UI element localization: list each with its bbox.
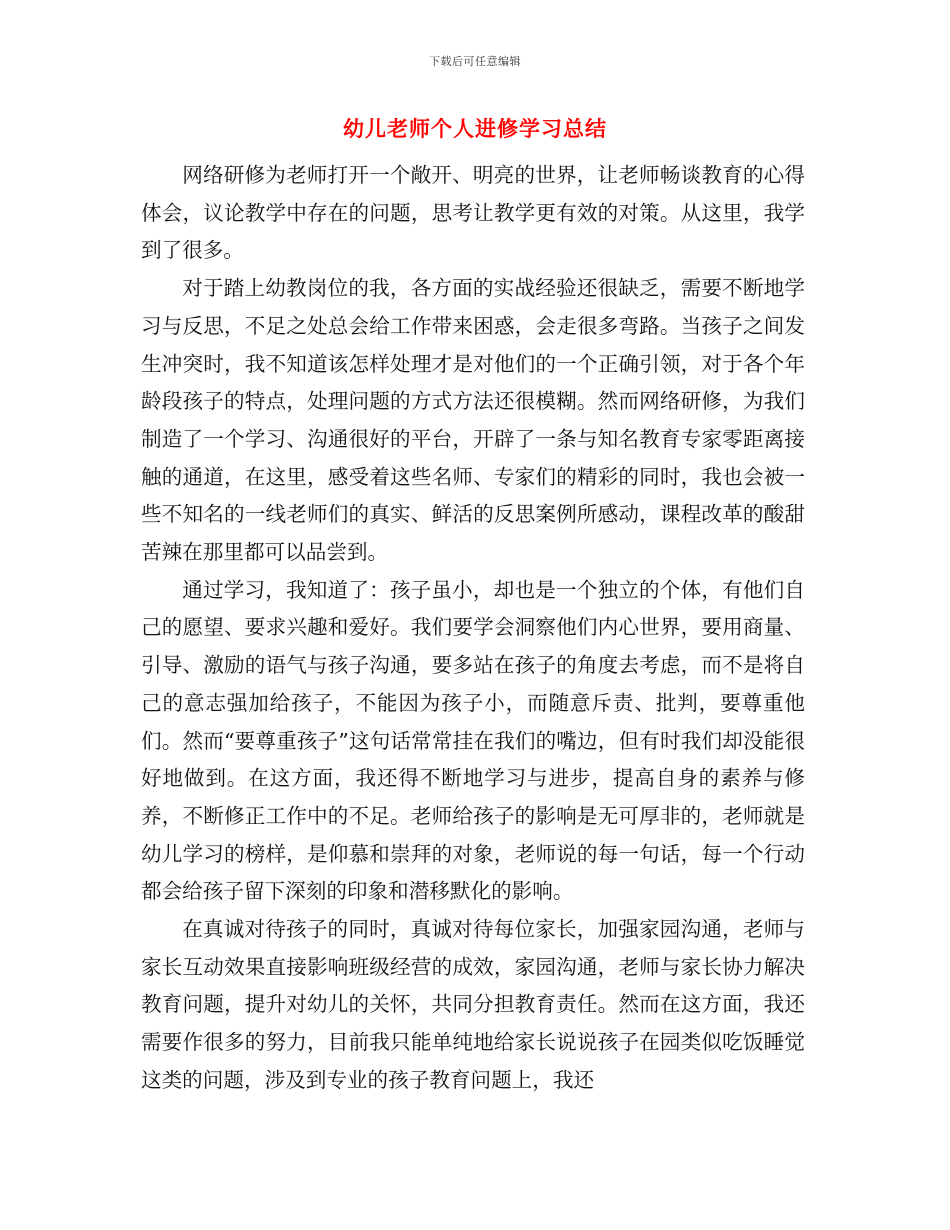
paragraph: 在真诚对待孩子的同时，真诚对待每位家长，加强家园沟通，老师与家长互动效果直接影响班级经营的成效，家园沟通，老师与家长协力解决教育问题，提升对幼儿的关怀，共同分担教育责任。然而在这方面，我还需要作很多的努力，目前我只能单纯地给家长说说孩子在园类似吃饭睡觉这类的问题，涉及到专业的孩子教育问题上，我还 xyxy=(141,917,805,1092)
header-note: 下载后可任意编辑 xyxy=(429,55,521,68)
paragraph: 网络研修为老师打开一个敞开、明亮的世界，让老师畅谈教育的心得体会，议论教学中存在的问题，思考让教学更有效的对策。从这里，我学到了很多。 xyxy=(141,163,805,263)
paragraph: 通过学习，我知道了：孩子虽小，却也是一个独立的个体，有他们自己的愿望、要求兴趣和爱好。我们要学会洞察他们内心世界，要用商量、引导、激励的语气与孩子沟通，要多站在孩子的角度去考虑，而不是将自己的意志强加给孩子，不能因为孩子小，而随意斥责、批判，要尊重他们。然而“要尊重孩子”这句话常常挂在我们的嘴边，但有时我们却没能很好地做到。在这方面，我还得不断地学习与进步，提高自身的素养与修养，不断修正工作中的不足。老师给孩子的影响是无可厚非的，老师就是幼儿学习的榜样，是仰慕和崇拜的对象，老师说的每一句话，每一个行动都会给孩子留下深刻的印象和潜移默化的影响。 xyxy=(141,577,805,904)
document-body xyxy=(141,157,805,1100)
paragraph: 对于踏上幼教岗位的我，各方面的实战经验还很缺乏，需要不断地学习与反思，不足之处总会给工作带来困惑，会走很多弯路。当孩子之间发生冲突时，我不知道该怎样处理才是对他们的一个正确引领，对于各个年龄段孩子的特点，处理问题的方式方法还很模糊。然而网络研修，为我们制造了一个学习、沟通很好的平台，开辟了一条与知名教育专家零距离接触的通道，在这里，感受着这些名师、专家们的精彩的同时，我也会被一些不知名的一线老师们的真实、鲜活的反思案例所感动，课程改革的酸甜苦辣在那里都可以品尝到。 xyxy=(141,276,805,565)
document-title: 幼儿老师个人进修学习总结 xyxy=(343,117,607,141)
